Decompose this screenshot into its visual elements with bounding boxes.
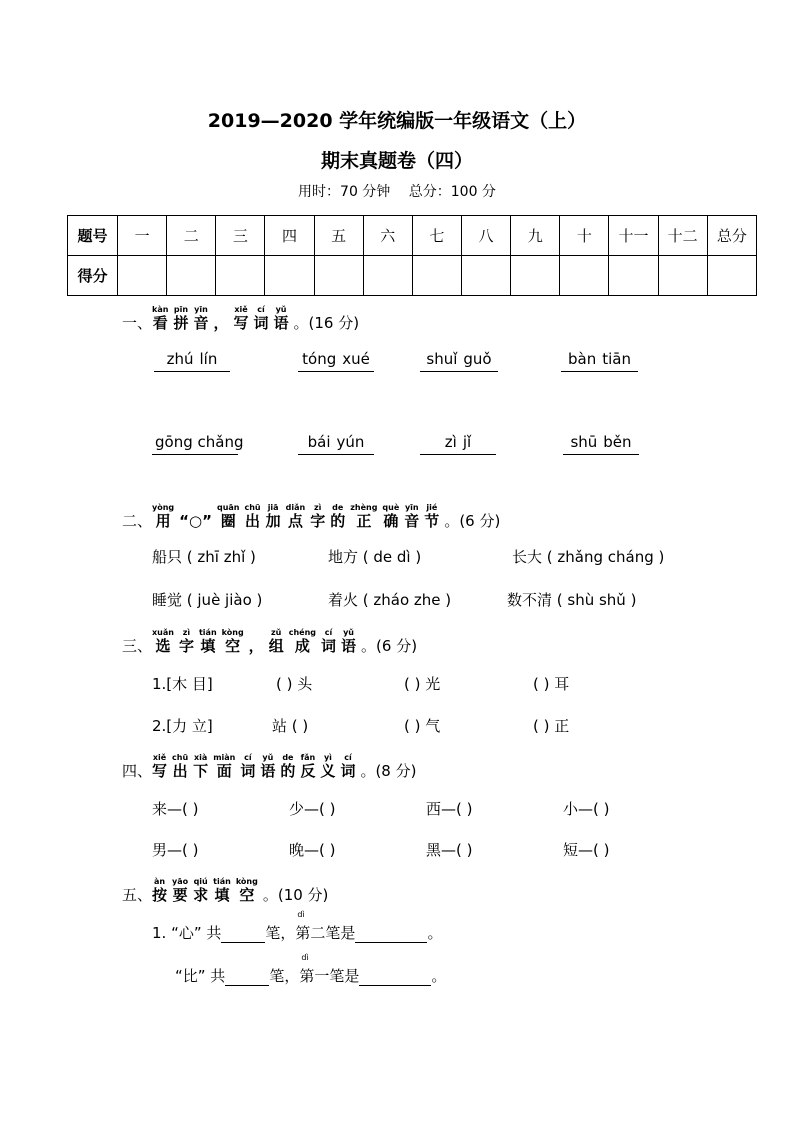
heading-char — [179, 512, 212, 530]
heading-char-pinyin: fǎn — [300, 753, 316, 762]
antonym-blank[interactable]: 小—( ) — [563, 800, 610, 818]
heading-char — [244, 503, 261, 530]
antonym-blank[interactable]: 少—( ) — [289, 800, 336, 818]
pinyin-syllable: gōng chǎng — [155, 433, 244, 451]
heading-char-pinyin: miàn — [213, 753, 236, 762]
pinyin-syllable: bái — [307, 433, 331, 451]
heading-char-pinyin: yì — [320, 753, 336, 762]
choice-item[interactable]: 数不清 ( shù shǔ ) — [507, 591, 637, 609]
score-cell[interactable] — [461, 256, 510, 296]
pinyin-item-ziji[interactable] — [420, 433, 496, 455]
section-4-heading — [122, 753, 416, 781]
pinyin-syllable: guǒ — [463, 350, 492, 368]
section-score: 。(6 分) — [444, 512, 501, 530]
heading-char-pinyin: zì — [178, 628, 194, 637]
heading-char — [213, 753, 236, 780]
heading-char-pinyin: cí — [253, 305, 269, 314]
section-4-pinyin-heading — [152, 753, 360, 780]
exam-info — [0, 181, 794, 201]
score-cell[interactable] — [707, 256, 756, 296]
stroke-count-blank[interactable] — [225, 972, 269, 986]
score-table-col: 十 — [560, 216, 609, 256]
score-cell[interactable] — [412, 256, 461, 296]
pinyin-item-shuiguo[interactable] — [420, 350, 498, 372]
heading-char-text: 音 — [193, 314, 209, 332]
score-cell[interactable] — [363, 256, 412, 296]
heading-char-text: 出 — [172, 762, 189, 780]
heading-char-pinyin: xiě — [233, 305, 249, 314]
score-table-col: 一 — [118, 216, 167, 256]
heading-char — [340, 753, 356, 780]
section-3-pinyin-heading — [152, 628, 361, 655]
section-number: 五、 — [122, 886, 153, 904]
score-table-score-row — [68, 256, 757, 296]
heading-char — [172, 753, 189, 780]
score-table-col: 总分 — [707, 216, 756, 256]
heading-char-text: 的 — [280, 762, 296, 780]
char-with-pinyin — [299, 953, 315, 986]
heading-char — [221, 628, 244, 655]
score-table-col: 五 — [314, 216, 363, 256]
heading-char-pinyin: tián — [213, 877, 231, 886]
question-text: 一笔是 — [314, 967, 360, 985]
pinyin-syllable: yún — [336, 433, 365, 451]
score-table-row-label: 题号 — [68, 216, 118, 256]
antonym-blank[interactable]: 西—( ) — [426, 800, 473, 818]
heading-char-text: 点 — [285, 512, 306, 530]
stroke-question-2 — [175, 953, 447, 986]
heading-char-pinyin: cí — [240, 753, 256, 762]
heading-char-text: 词 — [340, 762, 356, 780]
fill-blank[interactable]: ( ) 正 — [533, 717, 570, 735]
heading-char — [341, 628, 357, 655]
heading-char-text: 空 — [221, 637, 244, 655]
heading-char-pinyin: àn — [152, 877, 168, 886]
heading-char-pinyin: pīn — [173, 305, 189, 314]
heading-char-pinyin: jié — [424, 503, 440, 512]
heading-char — [404, 503, 420, 530]
heading-char-pinyin: xiě — [152, 753, 168, 762]
heading-char-text: 出 — [244, 512, 261, 530]
page-subtitle: 期末真题卷（四） — [320, 150, 473, 172]
heading-char-text: 确 — [382, 512, 400, 530]
heading-char-text: 写 — [233, 314, 249, 332]
heading-char-text: 语 — [341, 637, 357, 655]
score-cell[interactable] — [609, 256, 658, 296]
pinyin-item-shuben[interactable] — [563, 433, 639, 455]
heading-char-text: 正 — [350, 512, 378, 530]
heading-char-pinyin: chū — [244, 503, 261, 512]
section-number: 三、 — [122, 637, 153, 655]
heading-char — [253, 305, 269, 332]
heading-char — [152, 503, 175, 530]
pinyin-syllable: zhú — [166, 350, 194, 368]
char-text: 第 — [299, 967, 315, 985]
heading-char-pinyin: yǔ — [260, 753, 276, 762]
antonym-blank[interactable]: 黑—( ) — [426, 841, 473, 859]
choice-item[interactable]: 地方 ( de dì ) — [328, 548, 422, 566]
heading-char-text: 求 — [193, 886, 209, 904]
pinyin-item-gongchang[interactable] — [152, 433, 244, 455]
heading-char-pinyin: de — [280, 753, 296, 762]
heading-char-text: 词 — [240, 762, 256, 780]
heading-char — [330, 503, 346, 530]
pinyin-syllable: tóng — [302, 350, 337, 368]
heading-char-text: 按 — [152, 886, 168, 904]
heading-char-text: 用 — [152, 512, 175, 530]
antonym-blank[interactable]: 晚—( ) — [289, 841, 336, 859]
score-table-col: 八 — [461, 216, 510, 256]
heading-char — [268, 628, 284, 655]
heading-char-text: 圈 — [216, 512, 240, 530]
score-table-header-row — [68, 216, 757, 256]
choice-item[interactable]: 船只 ( zhī zhǐ ) — [152, 548, 256, 566]
question-text: 笔， — [269, 967, 300, 985]
heading-char-pinyin: chéng — [288, 628, 316, 637]
heading-char-pinyin: kàn — [152, 305, 169, 314]
heading-char-pinyin: yòng — [152, 503, 175, 512]
heading-char-text: 的 — [330, 512, 346, 530]
heading-char-text: 填 — [213, 886, 231, 904]
pinyin-syllable: shuǐ — [426, 350, 458, 368]
score-table-col: 九 — [511, 216, 560, 256]
question-text: 。 — [427, 924, 443, 942]
antonym-blank[interactable]: 来—( ) — [152, 800, 199, 818]
heading-char-pinyin: zì — [310, 503, 326, 512]
heading-char — [265, 503, 281, 530]
pinyin-syllable: tiān — [602, 350, 631, 368]
pinyin-item-zhulin[interactable] — [154, 350, 230, 372]
section-score: 。(16 分) — [293, 314, 360, 332]
heading-char — [350, 503, 378, 530]
antonym-blank[interactable]: 短—( ) — [563, 841, 610, 859]
heading-char-text: “○” — [179, 512, 212, 530]
score-table-col: 三 — [216, 216, 265, 256]
section-1-heading — [122, 305, 359, 333]
stroke-count-blank[interactable] — [221, 929, 265, 943]
stroke-question-1 — [152, 910, 443, 943]
section-number: 二、 — [122, 512, 153, 530]
heading-char-pinyin: kòng — [221, 628, 244, 637]
heading-char — [193, 305, 209, 332]
heading-char-text: 音 — [404, 512, 420, 530]
section-1-pinyin-heading — [152, 305, 294, 332]
score-table-col: 十二 — [658, 216, 707, 256]
section-number: 一、 — [122, 314, 153, 332]
section-3-heading — [122, 628, 417, 656]
heading-char-pinyin: cí — [321, 628, 337, 637]
heading-char-text: 义 — [320, 762, 336, 780]
heading-char-pinyin: yīn — [404, 503, 420, 512]
heading-char-text: 拼 — [173, 314, 189, 332]
score-table-col: 六 — [363, 216, 412, 256]
score-cell[interactable] — [314, 256, 363, 296]
heading-char-pinyin: zǔ — [268, 628, 284, 637]
fill-blank[interactable]: ( ) 头 — [276, 675, 313, 693]
exam-time: 用时：70 分钟 — [298, 184, 391, 200]
heading-char-text: 空 — [235, 886, 258, 904]
heading-char-text: 下 — [193, 762, 209, 780]
heading-char — [193, 877, 209, 904]
pinyin-item-baiyun[interactable] — [298, 433, 374, 455]
heading-char — [152, 877, 168, 904]
pinyin-syllable: shū — [570, 433, 598, 451]
char-with-pinyin — [295, 910, 311, 943]
question-text: “比” 共 — [175, 967, 226, 985]
heading-char-text: 节 — [424, 512, 440, 530]
heading-char-pinyin: quān — [216, 503, 240, 512]
heading-char-pinyin: kòng — [235, 877, 258, 886]
question-text: 笔， — [265, 924, 296, 942]
pinyin-syllable: bàn — [568, 350, 597, 368]
heading-char — [320, 753, 336, 780]
heading-char-text: ， — [213, 314, 229, 332]
heading-char — [172, 877, 189, 904]
pinyin-syllable: zì — [444, 433, 457, 451]
heading-char-pinyin: què — [382, 503, 400, 512]
heading-char-text: 语 — [273, 314, 289, 332]
score-table-col: 二 — [167, 216, 216, 256]
heading-char — [233, 305, 249, 332]
pinyin-item-tongxue[interactable] — [298, 350, 374, 372]
score-table — [67, 215, 757, 296]
fill-blank[interactable]: ( ) 耳 — [533, 675, 570, 693]
heading-char — [288, 628, 316, 655]
heading-char-pinyin: diǎn — [285, 503, 306, 512]
heading-char — [280, 753, 296, 780]
heading-char-text: 字 — [310, 512, 326, 530]
heading-char-text: 组 — [268, 637, 284, 655]
fill-blank[interactable]: ( ) 气 — [404, 717, 441, 735]
choice-item[interactable]: 着火 ( zháo zhe ) — [328, 591, 452, 609]
heading-char-text: 面 — [213, 762, 236, 780]
fill-blank[interactable]: 站 ( ) — [272, 717, 309, 735]
heading-char — [152, 628, 174, 655]
heading-char-pinyin: cí — [340, 753, 356, 762]
heading-char — [213, 314, 228, 332]
score-table-row-label: 得分 — [68, 256, 118, 296]
heading-char — [260, 753, 276, 780]
heading-char-pinyin: chū — [172, 753, 189, 762]
heading-char — [310, 503, 326, 530]
choice-item[interactable]: 长大 ( zhǎng cháng ) — [512, 548, 665, 566]
heading-char-pinyin: yīn — [193, 305, 209, 314]
stroke-name-blank[interactable] — [355, 929, 427, 943]
antonym-blank[interactable]: 男—( ) — [152, 841, 199, 859]
choice-item[interactable]: 睡觉 ( juè jiào ) — [152, 591, 263, 609]
question-text: 。 — [431, 967, 447, 985]
heading-char — [240, 753, 256, 780]
choose-char-options: 2.[力 立] — [152, 717, 213, 735]
score-cell[interactable] — [265, 256, 314, 296]
section-number: 四、 — [122, 762, 153, 780]
heading-char-text: 反 — [300, 762, 316, 780]
heading-char-pinyin: jiā — [265, 503, 281, 512]
heading-char — [178, 628, 194, 655]
section-score: 。(10 分) — [262, 886, 329, 904]
pinyin-syllable: jǐ — [462, 433, 472, 451]
heading-char-text: 词 — [253, 314, 269, 332]
section-2-heading — [122, 503, 500, 531]
heading-char — [213, 877, 231, 904]
heading-char — [193, 753, 209, 780]
section-2-pinyin-heading — [152, 503, 444, 530]
heading-char — [235, 877, 258, 904]
heading-char-text: 写 — [152, 762, 168, 780]
score-cell[interactable] — [167, 256, 216, 296]
section-5-heading — [122, 877, 328, 905]
heading-char — [321, 628, 337, 655]
heading-char-pinyin: tián — [198, 628, 217, 637]
heading-char — [152, 305, 169, 332]
heading-char-text: 填 — [198, 637, 217, 655]
heading-char — [382, 503, 400, 530]
section-score: 。(8 分) — [360, 762, 417, 780]
heading-char — [173, 305, 189, 332]
char-pinyin: dì — [301, 953, 309, 962]
heading-char-text: 要 — [172, 886, 189, 904]
heading-char — [152, 753, 168, 780]
pinyin-syllable: lín — [199, 350, 218, 368]
heading-char-pinyin: de — [330, 503, 346, 512]
heading-char — [424, 503, 440, 530]
pinyin-syllable: xué — [342, 350, 370, 368]
score-table-col: 七 — [412, 216, 461, 256]
heading-char-text: ， — [248, 637, 264, 655]
heading-char-text: 字 — [178, 637, 194, 655]
char-pinyin: dì — [297, 910, 305, 919]
page-title: 2019—2020 学年统编版一年级语文（上） — [207, 110, 587, 132]
section-score: 。(6 分) — [361, 637, 418, 655]
fill-blank[interactable]: ( ) 光 — [404, 675, 441, 693]
score-table-col: 十一 — [609, 216, 658, 256]
exam-total-score: 总分：100 分 — [408, 184, 496, 200]
score-cell[interactable] — [511, 256, 560, 296]
pinyin-syllable: běn — [603, 433, 632, 451]
heading-char-pinyin: xià — [193, 753, 209, 762]
heading-char — [216, 503, 240, 530]
heading-char — [285, 503, 306, 530]
score-table-col: 四 — [265, 216, 314, 256]
heading-char-pinyin: zhèng — [350, 503, 378, 512]
question-text: 二笔是 — [310, 924, 356, 942]
heading-char — [249, 637, 264, 655]
heading-char-pinyin: yǔ — [273, 305, 289, 314]
heading-char-pinyin: yǔ — [341, 628, 357, 637]
heading-char-text: 选 — [152, 637, 174, 655]
heading-char — [273, 305, 289, 332]
score-cell[interactable] — [216, 256, 265, 296]
heading-char-text: 成 — [288, 637, 316, 655]
heading-char-pinyin: xuǎn — [152, 628, 174, 637]
pinyin-item-bantian[interactable] — [561, 350, 638, 372]
stroke-name-blank[interactable] — [359, 972, 431, 986]
heading-char-text: 加 — [265, 512, 281, 530]
heading-char-text: 词 — [321, 637, 337, 655]
question-text: 1. “心” 共 — [152, 924, 222, 942]
heading-char-text: 看 — [152, 314, 169, 332]
heading-char — [300, 753, 316, 780]
choose-char-options: 1.[木 目] — [152, 675, 213, 693]
heading-char-text: 语 — [260, 762, 276, 780]
section-5-pinyin-heading — [152, 877, 263, 904]
score-cell[interactable] — [658, 256, 707, 296]
heading-char — [198, 628, 217, 655]
heading-char-pinyin: yāo — [172, 877, 189, 886]
char-text: 第 — [295, 924, 311, 942]
score-cell[interactable] — [118, 256, 167, 296]
score-cell[interactable] — [560, 256, 609, 296]
heading-char-pinyin: qiú — [193, 877, 209, 886]
